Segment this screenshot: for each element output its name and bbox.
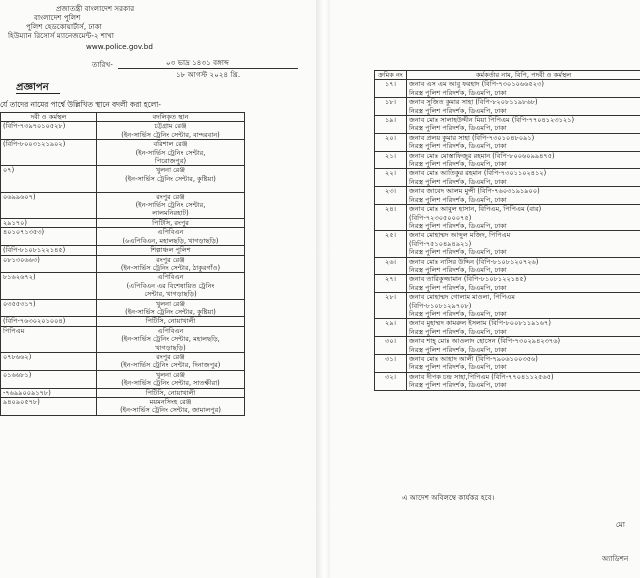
cell-line: (ইন-সার্ভিস ট্রেনিং সেন্টার, xyxy=(135,201,206,210)
cell-line: জনাব সুজিত কুমার সাহা (বিপি-৮২০৮১১৯৮৬৮) xyxy=(409,98,538,107)
table-row xyxy=(375,169,640,187)
serial-cell: ৩১। xyxy=(375,355,407,373)
cell-line: (বিপি-৭২৩০৫০০০৭৫) xyxy=(409,213,472,222)
table-row xyxy=(375,151,640,169)
cell-line xyxy=(3,209,94,217)
header-govt: প্রজাতন্ত্রী বাংলাদেশ সরকার xyxy=(56,4,135,13)
cell-line: ০৮১৩০৬৬৩) xyxy=(3,255,40,264)
table-row xyxy=(375,98,640,116)
officer-cell xyxy=(1,388,97,397)
serial-cell: ২৯। xyxy=(375,319,407,337)
officer-cell xyxy=(1,122,97,140)
table-row xyxy=(1,246,245,255)
cell-line: ময়মনসিংহ রেঞ্জ xyxy=(149,398,192,406)
serial-cell: ৩০। xyxy=(375,337,407,355)
cell-line: (বিপি-৭৬৩০২০১০০৪) xyxy=(3,317,66,326)
serial-cell: ২১। xyxy=(375,151,407,169)
table-row xyxy=(1,218,245,227)
officer-cell xyxy=(1,352,97,370)
cell-line: জনাব শাহ্ মোঃ আওলাদ হোসেন (বিপি-৭৩০২৯৪২৩৭৬) xyxy=(409,337,561,346)
cell-line: ০৩৫৫৩১৭) xyxy=(3,299,36,308)
cell-line: (ইন-সার্ভিস ট্রেনিং সেন্টার, বান্দরবান) xyxy=(121,130,220,139)
officer-details-cell xyxy=(407,116,640,134)
table-row xyxy=(375,319,640,337)
cell-line: নিরস্ত্র পুলিশ পরিদর্শক, ডিএমপি, ঢাকা xyxy=(409,248,507,257)
officer-details-cell xyxy=(407,337,640,355)
transfer-place-cell xyxy=(97,398,245,416)
transfer-place-cell xyxy=(97,388,245,397)
cell-line: ০৭৮৬৬২) xyxy=(3,352,32,361)
officer-details-cell xyxy=(407,133,640,151)
serial-cell: ২৮। xyxy=(375,293,407,319)
cell-line: (৬এপিবিএন, মহালছড়ি, খাগড়াছড়ি) xyxy=(122,236,219,245)
col-header-place: বদলিকৃত স্থান xyxy=(97,113,245,122)
serial-cell: ১৭। xyxy=(375,80,407,98)
officer-details-cell xyxy=(407,293,640,319)
transfer-place-cell xyxy=(97,299,245,317)
cell-line: পিটিসি, নোয়াখালী xyxy=(145,317,196,326)
cell-line: নিরস্ত্র পুলিশ পরিদর্শক, ডিএমপি, ঢাকা xyxy=(409,195,507,204)
cell-line: নিরস্ত্র পুলিশ পরিদর্শক, ডিএমপি, ঢাকা xyxy=(409,177,507,186)
officer-details-cell xyxy=(407,205,640,231)
header-website: www.police.gov.bd xyxy=(86,42,153,51)
col-header-name: দবী ও কর্মস্থল xyxy=(1,113,97,122)
notice-title: প্রজ্ঞাপন xyxy=(16,82,49,93)
cell-line: এপিবিএন xyxy=(157,326,184,335)
cell-line: -৭৬৯৯০০৯১৭৮) xyxy=(3,388,51,397)
cell-line: পিরোজপুর) xyxy=(154,157,187,166)
cell-line xyxy=(3,308,94,316)
table-row xyxy=(1,388,245,397)
cell-line xyxy=(3,379,94,387)
col-header-officer: কর্মকর্তার নাম, বিপি, পদবী ও কর্মস্থল xyxy=(407,71,640,80)
officer-cell xyxy=(1,228,97,246)
cell-line xyxy=(3,237,94,245)
table-row xyxy=(375,187,640,205)
table-row xyxy=(1,370,245,388)
cell-line: নিরস্ত্র পুলিশ পরিদর্শক, ডিএমপি, ঢাকা xyxy=(409,160,507,169)
title-underline xyxy=(16,93,60,94)
serial-cell: ৩২। xyxy=(375,372,407,390)
cell-line: নিরস্ত্র পুলিশ পরিদর্শক, ডিএমপি, ঢাকা xyxy=(409,106,507,115)
table-row xyxy=(1,166,245,192)
cell-line: (ইন-সার্ভিস ট্রেনিং সেন্টার, xyxy=(135,148,206,157)
table-row xyxy=(1,398,245,416)
cell-line: সেন্টার, খাগড়াছড়ি) xyxy=(144,290,197,299)
serial-cell: ১৮। xyxy=(375,98,407,116)
officer-cell xyxy=(1,326,97,352)
col-header-serial: ক্রমিক নং xyxy=(375,71,407,80)
left-page xyxy=(0,0,316,578)
cell-line xyxy=(3,282,94,290)
cell-line xyxy=(3,290,94,298)
cell-line: পিটিসি, রংপুর xyxy=(152,218,189,227)
cell-line: রংপুর রেঞ্জ xyxy=(156,352,185,361)
serial-cell: ২৩। xyxy=(375,187,407,205)
cell-line: বরিশাল রেঞ্জ xyxy=(153,140,188,149)
cell-line: জনাব মুহাম্মদ কামরুল ইসলাম (বিপি-৮০০৮১১৯১৬৭) xyxy=(409,319,551,328)
table-row xyxy=(375,355,640,373)
officer-cell xyxy=(1,218,97,227)
transfer-place-cell xyxy=(97,317,245,326)
cell-line: লালমনিরহাট) xyxy=(152,209,189,218)
notice-intro: র্যে তাদের নামের পার্শ্বে উল্লিখিত স্থানে বদলী করা হলো- xyxy=(0,100,161,109)
table-row xyxy=(1,255,245,273)
cell-line: খুলনা রেঞ্জ xyxy=(155,299,186,308)
cell-line: জনাব মোঃ আবুল হাসান, বিপিএম, পিপিএম (বার) xyxy=(409,205,542,214)
serial-cell: ২০। xyxy=(375,133,407,151)
cell-line: জনাব এস এম আবু ফরহাদ (বিপি-৭৩০১০৬৬৫২৩) xyxy=(409,80,544,89)
cell-line: জনাব মোঃ নাসির উদ্দিন (বিপি-৮১০৮১২০৭২৬) xyxy=(409,257,539,266)
cell-line: (বিপি-৭৫১০৪৯৪৯২১) xyxy=(409,239,472,248)
cell-line: ৮১৬২৬৭২) xyxy=(3,273,36,282)
table-row xyxy=(1,299,245,317)
serial-cell: ২২। xyxy=(375,169,407,187)
cell-line: জনাব জাবেদ আলম মুন্সী (বিপি-৭৬০৩১৯১৯০০) xyxy=(409,187,540,196)
table-row xyxy=(1,352,245,370)
closing-statement: এ আদেশ অবিলম্বে কার্যকর হবে। xyxy=(402,493,495,502)
transfer-place-cell xyxy=(97,218,245,227)
table-row xyxy=(1,122,245,140)
cell-line: জনাব মোঃ আহাদ আলী (বিপি-৭৯০৬১০০৩৫৬) xyxy=(409,355,538,363)
cell-line: নিরস্ত্র পুলিশ পরিদর্শক, ডিএমপি, ঢাকা xyxy=(409,283,507,292)
cell-line: ০৭) xyxy=(3,166,15,175)
cell-line: পিপিএম xyxy=(3,326,25,335)
serial-cell: ২৬। xyxy=(375,257,407,275)
table-row xyxy=(375,372,640,390)
cell-line: (বিপি-৮১০৮১২৯৭০৮) xyxy=(409,301,472,310)
table-row xyxy=(375,337,640,355)
cell-line xyxy=(3,131,94,139)
cell-line xyxy=(3,406,94,414)
cell-line xyxy=(3,361,94,369)
serial-cell: ১৯। xyxy=(375,116,407,134)
cell-line: চট্টগ্রাম রেঞ্জ xyxy=(154,122,187,131)
cell-line: (ইন-সার্ভিস ট্রেনিং সেন্টার, ঠাকুরগাঁও) xyxy=(120,263,221,272)
header-police: বাংলাদেশ পুলিশ xyxy=(34,13,81,22)
cell-line: ০১৬৬৮১) xyxy=(3,370,32,379)
transfer-place-cell xyxy=(97,122,245,140)
transfer-place-cell xyxy=(97,352,245,370)
cell-line: নিরস্ত্র পুলিশ পরিদর্শক, ডিএমপি, ঢাকা xyxy=(409,309,507,318)
serial-cell: ২৪। xyxy=(375,205,407,231)
table-row xyxy=(1,228,245,246)
table-row xyxy=(375,80,640,98)
officer-details-cell xyxy=(407,169,640,187)
cell-line xyxy=(3,175,94,183)
table-row xyxy=(1,192,245,218)
cell-line: ৯৪০৯০৫৭৮) xyxy=(3,398,40,406)
cell-line: রংপুর রেঞ্জ xyxy=(156,255,185,264)
cell-line: (ইন-সার্ভিস ট্রেনিং সেন্টার, কুষ্টিয়া) xyxy=(125,307,216,316)
cell-line xyxy=(3,149,94,157)
table-row xyxy=(375,205,640,231)
right-page xyxy=(330,0,640,578)
table-row xyxy=(1,317,245,326)
date-divider xyxy=(118,68,298,69)
cell-line: জনাব দীপক চন্দ্র সাহা,পিপিএম (বিপি-৭৭০৪১১২৫৬৫) xyxy=(409,372,554,381)
table-row xyxy=(375,133,640,151)
cell-line: খুলনা রেঞ্জ xyxy=(155,166,186,175)
officer-cell xyxy=(1,246,97,255)
cell-line: জনাব প্রলয় কুমার সাহা (বিপি-৭৩০১০৪৮০৯১) xyxy=(409,133,535,142)
cell-line: নিরস্ত্র পুলিশ পরিদর্শক, ডিএমপি, ঢাকা xyxy=(409,363,507,372)
officer-details-cell xyxy=(407,187,640,205)
officer-details-cell xyxy=(407,319,640,337)
cell-line: (বিপি-৮১০৮১২২১৪৫) xyxy=(3,246,66,255)
cell-line: নিরস্ত্র পুলিশ পরিদর্শক, ডিএমপি, ঢাকা xyxy=(409,221,507,230)
cell-line: নিরস্ত্র পুলিশ পরিদর্শক, ডিএমপি, ঢাকা xyxy=(409,345,507,354)
cell-line: নিরস্ত্র পুলিশ পরিদর্শক, ডিএমপি, ঢাকা xyxy=(409,381,507,390)
cell-line: রংপুর রেঞ্জ xyxy=(156,192,185,201)
cell-line: জনাব মোহাম্মদ গোলাম মাওলা, পিপিএম xyxy=(409,293,515,302)
transfer-table-left xyxy=(0,112,245,416)
serial-cell: ২৭। xyxy=(375,275,407,293)
table-row xyxy=(1,273,245,299)
date-bangla: ০৩ ভাদ্র ১৪৩১ বঙ্গাব্দ xyxy=(166,58,229,67)
cell-line: ৪০১০৭১৩৫৩) xyxy=(3,228,45,237)
transfer-place-cell xyxy=(97,140,245,166)
transfer-place-cell xyxy=(97,166,245,192)
officer-cell xyxy=(1,273,97,299)
cell-line: খুলনা রেঞ্জ xyxy=(155,370,186,379)
table-row xyxy=(1,326,245,352)
header-section: হিউম্যান রিসোর্স ম্যানেজমেন্ট-২ শাখা xyxy=(8,31,114,40)
cell-line: (ইন-সার্ভিস ট্রেনিং সেন্টার, মহালছড়ি, xyxy=(121,335,220,344)
officer-cell xyxy=(1,299,97,317)
cell-line: (বিপি-৮০০৩১২১৯০২) xyxy=(3,140,66,149)
transfer-place-cell xyxy=(97,192,245,218)
cell-line xyxy=(3,344,94,352)
page-gutter xyxy=(316,0,330,578)
officer-details-cell xyxy=(407,275,640,293)
officer-details-cell xyxy=(407,372,640,390)
officer-details-cell xyxy=(407,98,640,116)
date-label: তারিখ- xyxy=(92,60,113,69)
date-gregorian: ১৮ আগস্ট ২০২৪ খ্রি. xyxy=(176,70,241,79)
cell-line: শিল্পাঞ্চল পুলিশ xyxy=(150,246,191,255)
officer-details-cell xyxy=(407,80,640,98)
officer-cell xyxy=(1,140,97,166)
cell-line: (এপিবিএন এর বিশেষায়িত ট্রেনিং xyxy=(126,281,215,290)
cell-line: ০৬৯৯৬০৭) xyxy=(3,192,36,201)
cell-line: জনাব মোঃ মোস্তাফিজুর রহমান (বিপি-৮০০৬০৯৯৪৭৫) xyxy=(409,151,555,160)
cell-line: জনাব তারিকুজ্জামান (বিপি-৮১০৮১২২১৪৫) xyxy=(409,275,527,284)
officer-cell xyxy=(1,166,97,192)
officer-details-cell xyxy=(407,151,640,169)
signature-designation: অ্যাডিশন xyxy=(602,554,629,563)
cell-line: নিরস্ত্র পুলিশ পরিদর্শক, ডিএমপি, ঢাকা xyxy=(409,142,507,151)
transfer-place-cell xyxy=(97,228,245,246)
officer-cell xyxy=(1,192,97,218)
transfer-place-cell xyxy=(97,255,245,273)
transfer-place-cell xyxy=(97,370,245,388)
table-row xyxy=(375,293,640,319)
cell-line xyxy=(3,201,94,209)
cell-line: নিরস্ত্র পুলিশ পরিদর্শক, ডিএমপি, ঢাকা xyxy=(409,88,507,97)
cell-line: নিরস্ত্র পুলিশ পরিদর্শক, ডিএমপি, ঢাকা xyxy=(409,124,507,133)
table-row xyxy=(375,116,640,134)
cell-line: পিটিসি, নোয়াখালী xyxy=(145,388,196,397)
cell-line: (ইন-সার্ভিস ট্রেনিং সেন্টার, কুষ্টিয়া) xyxy=(125,174,216,183)
cell-line: খাগড়াছড়ি) xyxy=(155,343,186,352)
table-row xyxy=(375,231,640,257)
officer-cell xyxy=(1,255,97,273)
cell-line: ২৯১৭০) xyxy=(3,218,27,227)
cell-line: এপিবিএন xyxy=(157,228,184,237)
table-row xyxy=(375,257,640,275)
cell-line xyxy=(3,183,94,191)
cell-line xyxy=(3,264,94,272)
table-row xyxy=(375,275,640,293)
cell-line: নিরস্ত্র পুলিশ পরিদর্শক, ডিএমপি, ঢাকা xyxy=(409,265,507,274)
cell-line: (ইন-সার্ভিস ট্রেনিং সেন্টার, সাতক্ষীরা) xyxy=(121,379,220,388)
cell-line: জনাব মোঃ সালাহউদ্দীন মিয়া পিপিএম (বিপি-৭৭০৪১২৩১২১) xyxy=(409,116,575,125)
serial-cell: ২৫। xyxy=(375,231,407,257)
cell-line xyxy=(3,335,94,343)
cell-line: এপিবিএন xyxy=(157,273,184,282)
cell-line: নিরস্ত্র পুলিশ পরিদর্শক, ডিএমপি, ঢাকা xyxy=(409,327,507,336)
officer-details-cell xyxy=(407,231,640,257)
cell-line: জনাব মোঃ আতিকুর রহমান (বিপি-৭৩০১১০২৪১২) xyxy=(409,169,547,178)
table-row xyxy=(1,140,245,166)
cell-line: (ইন-সার্ভিস ট্রেনিং সেন্টার, জামালপুর) xyxy=(120,406,221,415)
cell-line: (ইন-সার্ভিস ট্রেনিং সেন্টার, দিনাজপুর) xyxy=(120,361,221,370)
transfer-place-cell xyxy=(97,246,245,255)
officer-details-cell xyxy=(407,257,640,275)
transfer-place-cell xyxy=(97,326,245,352)
officer-cell xyxy=(1,398,97,416)
officer-cell xyxy=(1,370,97,388)
officer-cell xyxy=(1,317,97,326)
signature-name: মো xyxy=(616,520,625,529)
transfer-table-right xyxy=(374,70,640,391)
cell-line: (বিপি-৭৩৯৭০১০৫২৮) xyxy=(3,122,66,131)
officer-details-cell xyxy=(407,355,640,373)
header-hq: পুলিশ হেডকোয়ার্টার্স, ঢাকা xyxy=(26,22,102,31)
transfer-place-cell xyxy=(97,273,245,299)
cell-line: জনাব মোহাম্মদ আব্দুল মজিদ, পিপিএম xyxy=(409,231,511,240)
